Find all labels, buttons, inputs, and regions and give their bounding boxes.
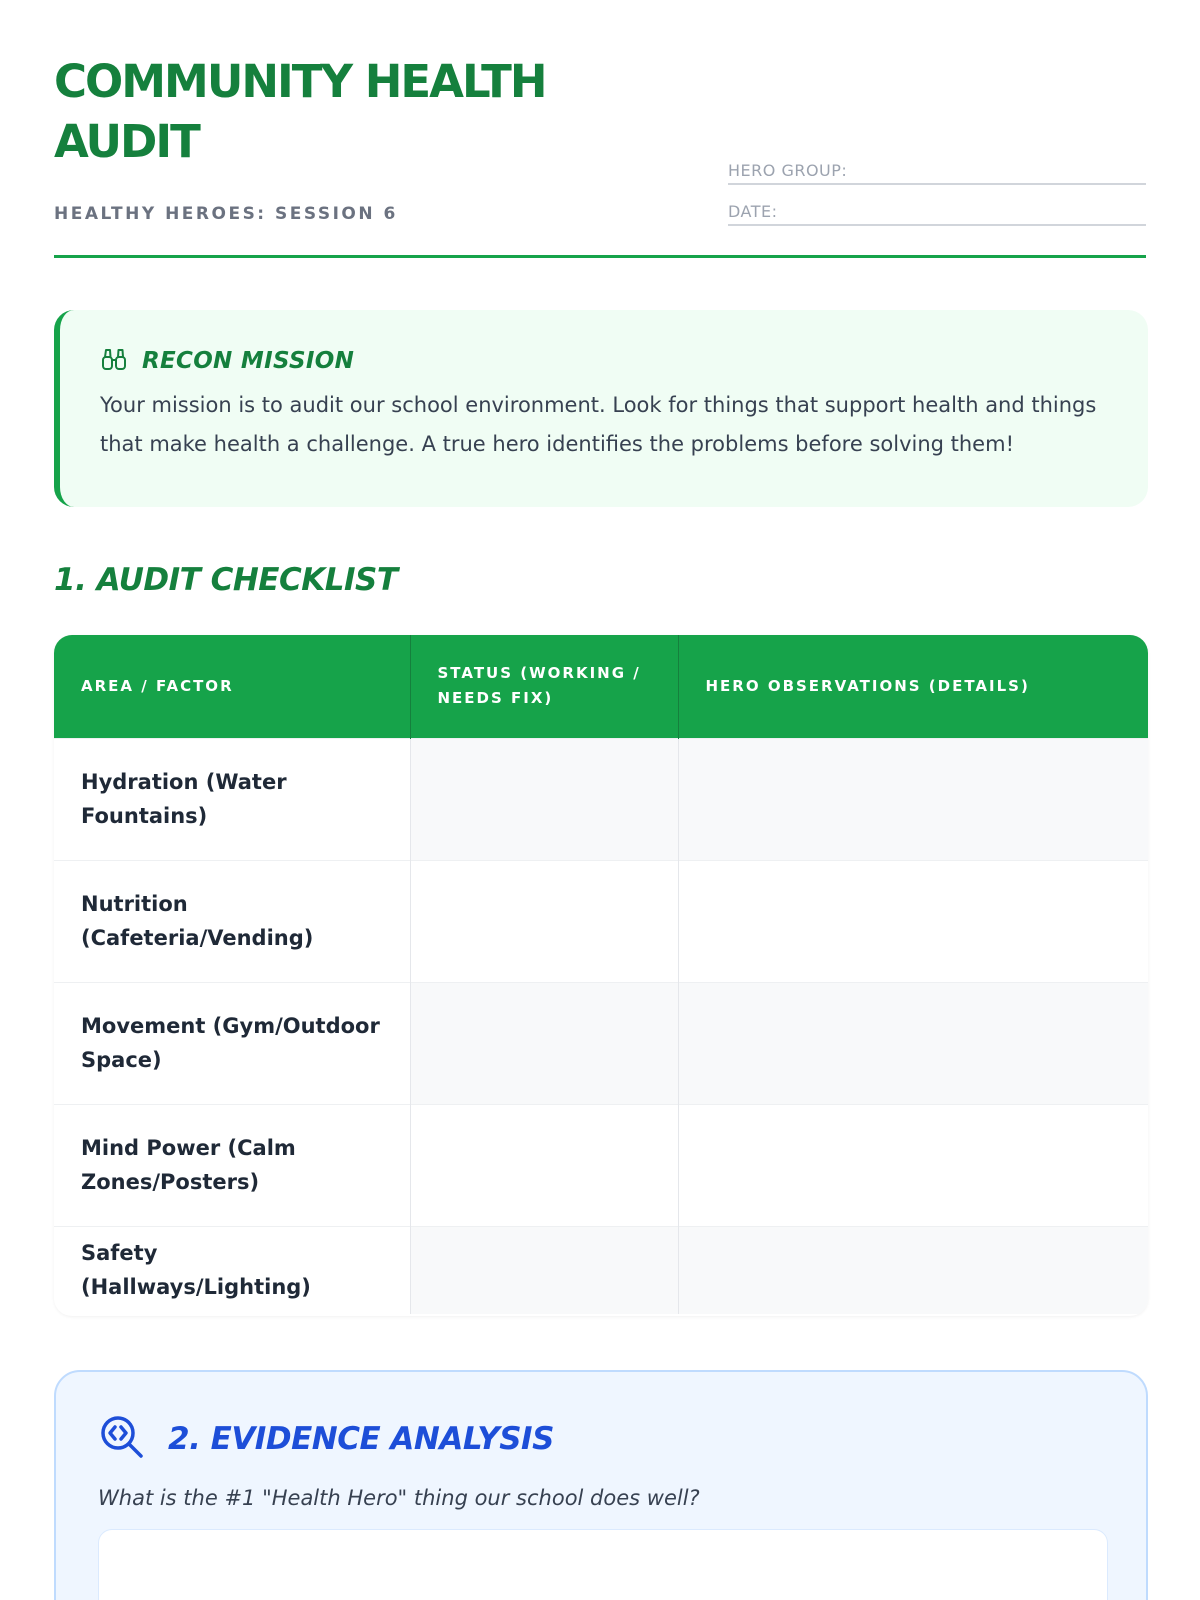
factor-cell: Hydration (Water Fountains) xyxy=(54,738,410,860)
mission-body: Your mission is to audit our school environment. Look for things that support health and things that make health a challenge. A true hero identifies the problems before solving them! xyxy=(100,393,1097,456)
observations-cell[interactable] xyxy=(678,982,1148,1104)
factor-cell: Safety (Hallways/Lighting) xyxy=(54,1226,410,1314)
status-cell[interactable] xyxy=(410,1226,678,1314)
factor-cell: Movement (Gym/Outdoor Space) xyxy=(54,982,410,1104)
date-label: DATE: xyxy=(728,202,778,221)
factor-cell: Mind Power (Calm Zones/Posters) xyxy=(54,1104,410,1226)
observations-cell[interactable] xyxy=(678,1104,1148,1226)
table-row xyxy=(54,1104,1148,1226)
table-row xyxy=(54,860,1148,982)
column-header-area: AREA / FACTOR xyxy=(54,635,410,738)
mission-header xyxy=(100,344,1108,378)
checklist-title: 1. AUDIT CHECKLIST xyxy=(54,562,398,598)
evidence-title: 2. EVIDENCE ANALYSIS xyxy=(168,1421,554,1457)
answer-field[interactable] xyxy=(98,1529,1108,1600)
evidence-header xyxy=(98,1414,1104,1464)
binoculars-icon xyxy=(100,345,128,377)
column-header-observations: HERO OBSERVATIONS (DETAILS) xyxy=(678,635,1148,738)
page-title: COMMUNITY HEALTH AUDIT xyxy=(54,55,546,168)
table-row xyxy=(54,738,1148,860)
status-cell[interactable] xyxy=(410,1104,678,1226)
table-row xyxy=(54,982,1148,1104)
hero-group-field[interactable] xyxy=(728,158,1146,185)
session-subtitle: HEALTHY HEROES: SESSION 6 xyxy=(54,204,398,224)
observations-cell[interactable] xyxy=(678,738,1148,860)
observations-cell[interactable] xyxy=(678,1226,1148,1314)
table-row xyxy=(54,1226,1148,1314)
date-field[interactable] xyxy=(728,199,1146,226)
meta-fields xyxy=(728,158,1146,240)
factor-cell: Nutrition (Cafeteria/Vending) xyxy=(54,860,410,982)
status-cell[interactable] xyxy=(410,860,678,982)
status-cell[interactable] xyxy=(410,738,678,860)
observations-cell[interactable] xyxy=(678,860,1148,982)
status-cell[interactable] xyxy=(410,982,678,1104)
evidence-analysis-box xyxy=(54,1370,1148,1600)
hero-group-label: HERO GROUP: xyxy=(728,161,848,180)
mission-title: RECON MISSION xyxy=(142,348,355,374)
search-analysis-icon xyxy=(98,1413,146,1465)
question-prompt: What is the #1 "Health Hero" thing our school does well? xyxy=(98,1486,700,1510)
table-header-row xyxy=(54,635,1148,738)
page-header xyxy=(54,0,1146,258)
audit-checklist-table xyxy=(54,635,1148,1316)
column-header-status: STATUS (WORKING / NEEDS FIX) xyxy=(410,635,678,738)
mission-box xyxy=(54,310,1148,507)
